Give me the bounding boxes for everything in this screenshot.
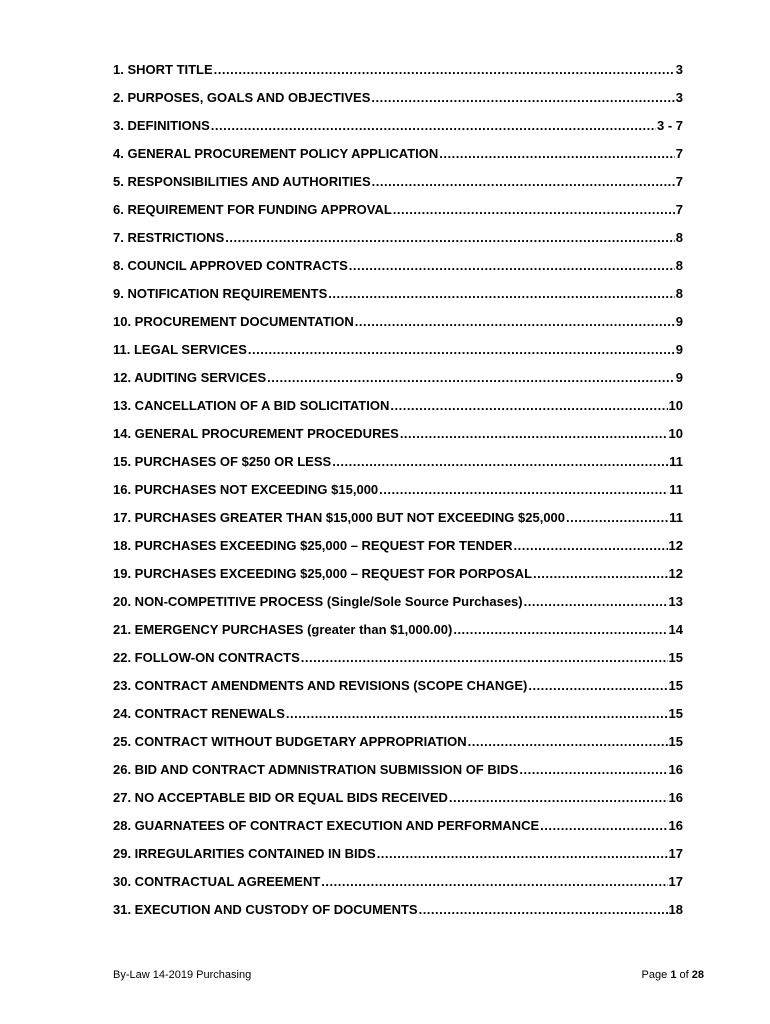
- toc-entry: [113, 818, 683, 846]
- toc-entry-page: 11: [669, 510, 683, 525]
- toc-dot-leader: [248, 342, 675, 357]
- toc-dot-leader: [566, 510, 668, 525]
- toc-entry: [113, 902, 683, 930]
- toc-entry-page: 12: [668, 566, 683, 581]
- toc-entry-page: 15: [668, 706, 683, 721]
- toc-entry-page: 10: [668, 426, 683, 441]
- footer-page-number: [642, 969, 704, 981]
- table-of-contents: [113, 62, 683, 930]
- toc-entry: [113, 90, 683, 118]
- toc-dot-leader: [377, 846, 668, 861]
- toc-entry-title: 21. EMERGENCY PURCHASES (greater than $1,000.00): [113, 622, 453, 637]
- toc-entry-title: 10. PROCUREMENT DOCUMENTATION: [113, 314, 354, 329]
- toc-entry-title: 7. RESTRICTIONS: [113, 230, 225, 245]
- toc-entry-page: 14: [668, 622, 683, 637]
- toc-entry-title: 25. CONTRACT WITHOUT BUDGETARY APPROPRIATION: [113, 734, 467, 749]
- toc-dot-leader: [449, 790, 668, 805]
- toc-entry: [113, 706, 683, 734]
- toc-dot-leader: [533, 566, 668, 581]
- toc-entry: [113, 482, 683, 510]
- toc-dot-leader: [400, 426, 668, 441]
- toc-entry-page: 18: [668, 902, 683, 917]
- toc-dot-leader: [225, 230, 675, 245]
- toc-entry-page: 8: [675, 230, 683, 245]
- toc-entry: [113, 174, 683, 202]
- toc-dot-leader: [419, 902, 668, 917]
- toc-dot-leader: [214, 62, 675, 77]
- toc-entry-title: 31. EXECUTION AND CUSTODY OF DOCUMENTS: [113, 902, 418, 917]
- toc-entry-page: 9: [675, 370, 683, 385]
- toc-entry-page: 9: [675, 342, 683, 357]
- toc-entry: [113, 146, 683, 174]
- toc-entry-page: 8: [675, 286, 683, 301]
- toc-entry-page: 7: [675, 146, 683, 161]
- toc-entry-title: 6. REQUIREMENT FOR FUNDING APPROVAL: [113, 202, 392, 217]
- toc-dot-leader: [355, 314, 675, 329]
- toc-entry-title: 9. NOTIFICATION REQUIREMENTS: [113, 286, 328, 301]
- toc-entry-page: 15: [668, 678, 683, 693]
- toc-entry-title: 8. COUNCIL APPROVED CONTRACTS: [113, 258, 348, 273]
- toc-entry-title: 27. NO ACCEPTABLE BID OR EQUAL BIDS RECEIVED: [113, 790, 448, 805]
- toc-entry-title: 17. PURCHASES GREATER THAN $15,000 BUT NOT EXCEEDING $25,000: [113, 510, 566, 525]
- toc-entry-page: 3: [675, 62, 683, 77]
- toc-entry-title: 12. AUDITING SERVICES: [113, 370, 267, 385]
- toc-dot-leader: [328, 286, 675, 301]
- page-footer: [113, 969, 704, 981]
- footer-page-label: Page: [641, 969, 668, 981]
- toc-entry: [113, 370, 683, 398]
- toc-entry: [113, 454, 683, 482]
- toc-entry-title: 24. CONTRACT RENEWALS: [113, 706, 285, 721]
- toc-entry: [113, 566, 683, 594]
- toc-entry: [113, 426, 683, 454]
- toc-dot-leader: [390, 398, 667, 413]
- toc-entry-title: 18. PURCHASES EXCEEDING $25,000 – REQUEST FOR TENDER: [113, 538, 513, 553]
- toc-entry-title: 3. DEFINITIONS: [113, 118, 210, 133]
- toc-entry-page: 11: [669, 482, 683, 497]
- toc-entry-page: 16: [668, 790, 683, 805]
- toc-entry: [113, 538, 683, 566]
- footer-page-total: 28: [691, 969, 704, 981]
- toc-entry-title: 1. SHORT TITLE: [113, 62, 213, 77]
- toc-entry: [113, 594, 683, 622]
- toc-dot-leader: [211, 118, 656, 133]
- toc-entry-title: 29. IRREGULARITIES CONTAINED IN BIDS: [113, 846, 376, 861]
- toc-entry: [113, 762, 683, 790]
- toc-entry: [113, 398, 683, 426]
- toc-dot-leader: [372, 174, 675, 189]
- toc-dot-leader: [524, 594, 668, 609]
- toc-dot-leader: [301, 650, 668, 665]
- toc-entry-page: 15: [668, 650, 683, 665]
- footer-page-of: of: [679, 969, 689, 981]
- toc-entry: [113, 314, 683, 342]
- toc-dot-leader: [349, 258, 675, 273]
- toc-entry-page: 11: [669, 454, 683, 469]
- toc-dot-leader: [332, 454, 668, 469]
- toc-entry-page: 17: [668, 874, 683, 889]
- toc-entry-page: 3: [675, 90, 683, 105]
- toc-dot-leader: [453, 622, 667, 637]
- toc-entry-page: 3 - 7: [656, 118, 683, 133]
- toc-entry-title: 13. CANCELLATION OF A BID SOLICITATION: [113, 398, 390, 413]
- toc-entry: [113, 342, 683, 370]
- toc-entry-page: 9: [675, 314, 683, 329]
- toc-dot-leader: [286, 706, 668, 721]
- toc-dot-leader: [540, 818, 667, 833]
- toc-entry-page: 16: [668, 762, 683, 777]
- toc-entry-title: 23. CONTRACT AMENDMENTS AND REVISIONS (SCOPE CHANGE): [113, 678, 528, 693]
- toc-entry-title: 20. NON-COMPETITIVE PROCESS (Single/Sole Source Purchases): [113, 594, 523, 609]
- toc-dot-leader: [439, 146, 674, 161]
- toc-entry-page: 17: [668, 846, 683, 861]
- toc-dot-leader: [267, 370, 675, 385]
- toc-entry: [113, 790, 683, 818]
- toc-entry: [113, 622, 683, 650]
- toc-entry-title: 4. GENERAL PROCUREMENT POLICY APPLICATION: [113, 146, 439, 161]
- toc-dot-leader: [468, 734, 668, 749]
- toc-dot-leader: [519, 762, 667, 777]
- toc-entry-title: 5. RESPONSIBILITIES AND AUTHORITIES: [113, 174, 371, 189]
- toc-entry: [113, 650, 683, 678]
- toc-entry: [113, 678, 683, 706]
- toc-entry-title: 19. PURCHASES EXCEEDING $25,000 – REQUEST FOR PORPOSAL: [113, 566, 533, 581]
- toc-entry: [113, 286, 683, 314]
- toc-entry: [113, 258, 683, 286]
- toc-entry-page: 7: [675, 202, 683, 217]
- footer-document-title: By-Law 14-2019 Purchasing: [113, 969, 252, 981]
- toc-entry-page: 8: [675, 258, 683, 273]
- toc-entry: [113, 846, 683, 874]
- toc-dot-leader: [393, 202, 675, 217]
- toc-entry-title: 22. FOLLOW-ON CONTRACTS: [113, 650, 300, 665]
- toc-entry: [113, 202, 683, 230]
- toc-entry-title: 16. PURCHASES NOT EXCEEDING $15,000: [113, 482, 379, 497]
- toc-entry: [113, 874, 683, 902]
- toc-entry-title: 26. BID AND CONTRACT ADMNISTRATION SUBMISSION OF BIDS: [113, 762, 519, 777]
- toc-entry-title: 14. GENERAL PROCUREMENT PROCEDURES: [113, 426, 399, 441]
- toc-dot-leader: [514, 538, 668, 553]
- toc-entry: [113, 118, 683, 146]
- toc-entry: [113, 734, 683, 762]
- toc-entry: [113, 510, 683, 538]
- toc-entry-title: 11. LEGAL SERVICES: [113, 342, 247, 357]
- toc-entry: [113, 230, 683, 258]
- toc-entry-title: 15. PURCHASES OF $250 OR LESS: [113, 454, 332, 469]
- toc-dot-leader: [321, 874, 667, 889]
- toc-entry-page: 16: [668, 818, 683, 833]
- toc-dot-leader: [379, 482, 668, 497]
- toc-entry-title: 2. PURPOSES, GOALS AND OBJECTIVES: [113, 90, 371, 105]
- toc-dot-leader: [528, 678, 667, 693]
- toc-entry-page: 10: [668, 398, 683, 413]
- toc-dot-leader: [371, 90, 674, 105]
- toc-entry-title: 30. CONTRACTUAL AGREEMENT: [113, 874, 321, 889]
- footer-page-current: 1: [670, 969, 677, 981]
- toc-entry-page: 13: [668, 594, 683, 609]
- toc-entry-page: 7: [675, 174, 683, 189]
- toc-entry-page: 15: [668, 734, 683, 749]
- toc-entry-title: 28. GUARNATEES OF CONTRACT EXECUTION AND PERFORMANCE: [113, 818, 540, 833]
- toc-entry: [113, 62, 683, 90]
- toc-entry-page: 12: [668, 538, 683, 553]
